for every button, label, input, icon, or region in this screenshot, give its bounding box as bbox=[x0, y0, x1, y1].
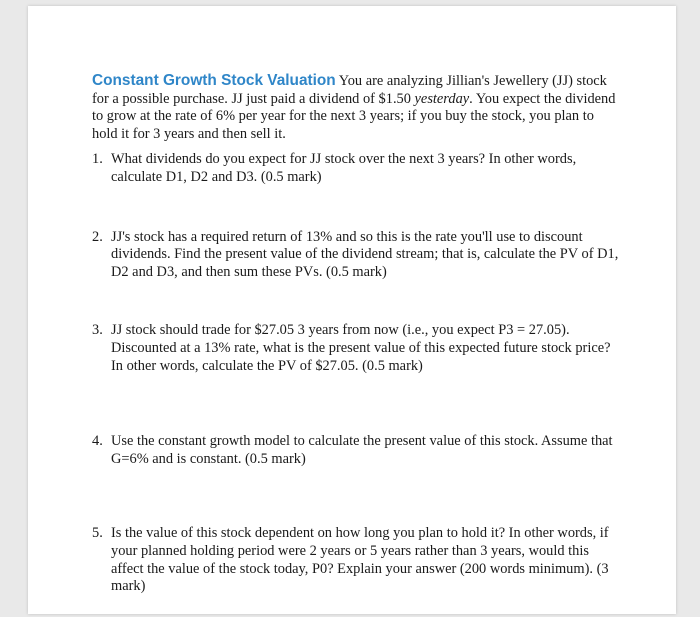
question-item-4 bbox=[92, 433, 620, 468]
question-text: Is the value of this stock dependent on how long you plan to hold it? In other words, if your planned holding period were 2 years or 5 years rather than 3 years, would this affect the value of the stock today, P0? Explain your answer (200 words minimum). (3 mark) bbox=[111, 525, 609, 595]
question-item-2 bbox=[92, 229, 620, 282]
document-content bbox=[92, 72, 620, 596]
question-text: JJ's stock has a required return of 13% and so this is the rate you'll use to discount dividends. Find the present value of the dividend stream; that is, calculate the PV of D1, D2 and D3, and then sum these PVs. (0.5 mark) bbox=[111, 228, 619, 280]
question-text: What dividends do you expect for JJ stock over the next 3 years? In other words, calculate D1, D2 and D3. (0.5 mark) bbox=[111, 151, 577, 185]
question-text: Use the constant growth model to calculate the present value of this stock. Assume that G=6% and is constant. (0.5 mark) bbox=[111, 433, 613, 467]
document-page bbox=[28, 6, 676, 614]
question-number: 1. bbox=[92, 151, 103, 168]
intro-text-part-2: . You expect the dividend to grow at the rate of 6% per year for the next 3 years; if you buy the stock, you plan to hold it for 3 years and then sell it. bbox=[92, 90, 616, 142]
question-item-3 bbox=[92, 322, 620, 375]
question-number: 4. bbox=[92, 433, 103, 450]
question-number: 5. bbox=[92, 525, 103, 542]
question-list bbox=[92, 151, 620, 595]
section-heading: Constant Growth Stock Valuation bbox=[92, 72, 336, 89]
intro-text-italic: yesterday bbox=[414, 90, 470, 107]
question-item-1 bbox=[92, 151, 620, 186]
intro-paragraph bbox=[92, 72, 620, 143]
question-number: 2. bbox=[92, 228, 103, 245]
question-text: JJ stock should trade for $27.05 3 years from now (i.e., you expect P3 = 27.05). Discounted at a 13% rate, what is the present value of this expected future stock price? In other words, calculate the PV of $27.05. (0.5 mark) bbox=[111, 322, 611, 374]
intro-text-part-1: You are analyzing Jillian's Jewellery (JJ) stock for a possible purchase. JJ just paid a dividend of $1.50 bbox=[92, 73, 607, 107]
question-number: 3. bbox=[92, 322, 103, 339]
question-item-5 bbox=[92, 525, 620, 595]
